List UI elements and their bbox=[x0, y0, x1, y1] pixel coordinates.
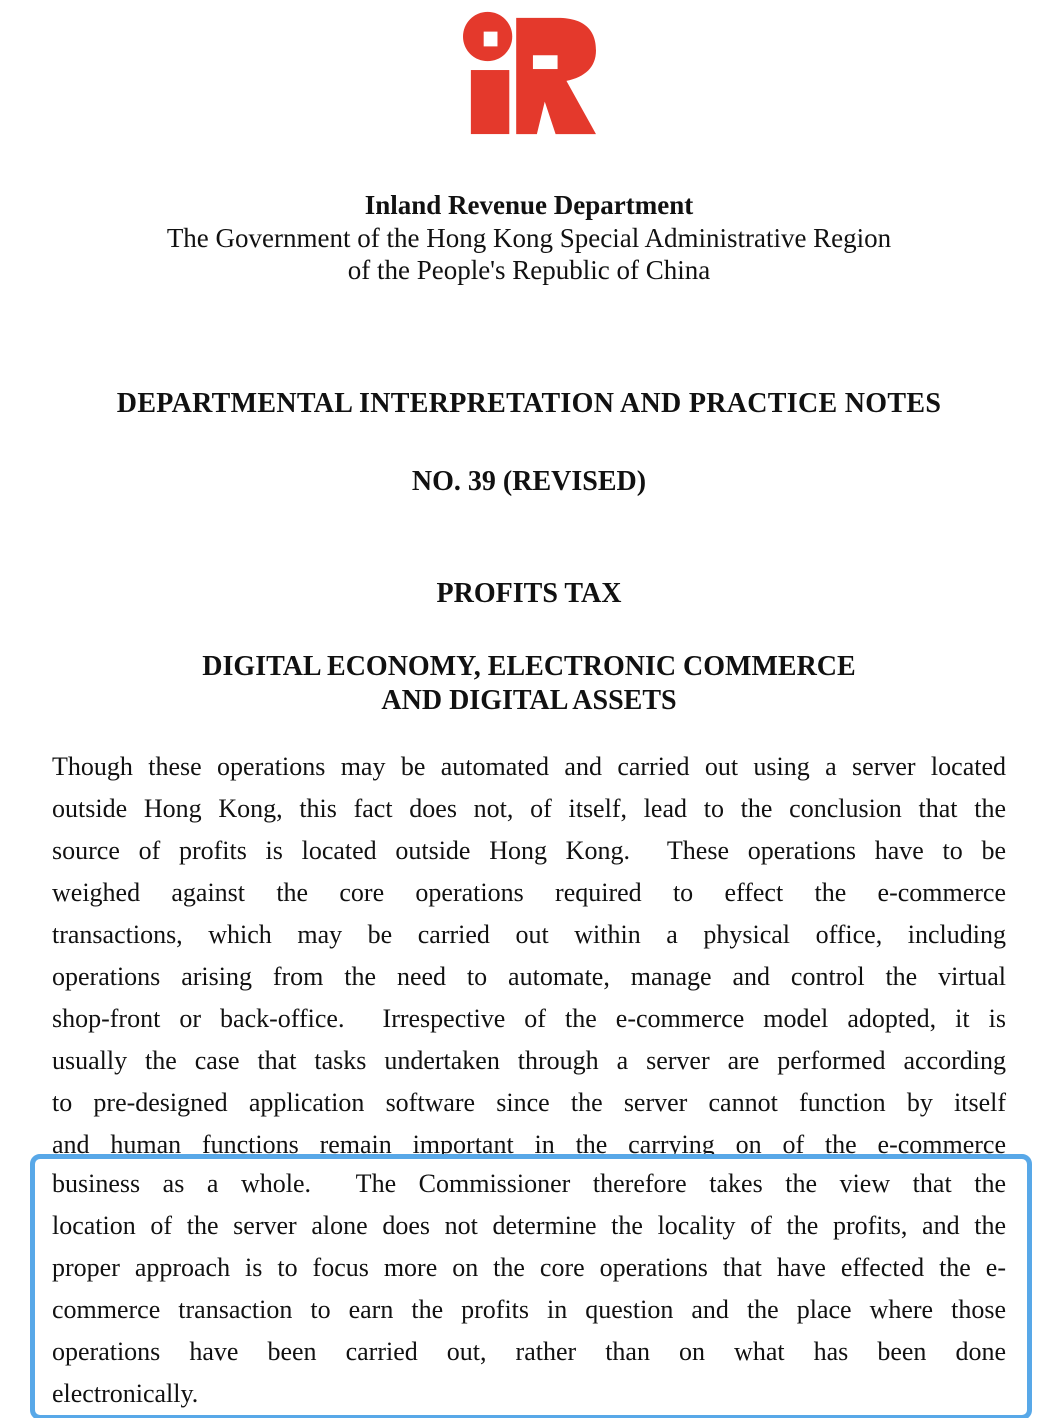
body-line: business as a whole. The Commissioner therefore takes the view that the bbox=[52, 1169, 1006, 1198]
logo-container bbox=[0, 0, 1058, 144]
body-line: transactions, which may be carried out within a physical office, including bbox=[52, 920, 1006, 949]
body-line: shop-front or back-office. Irrespective of the e-commerce model adopted, it is bbox=[52, 1004, 1006, 1033]
paragraph-boxed bbox=[52, 1163, 1006, 1415]
ird-coin-r-logo-icon bbox=[455, 6, 603, 139]
department-name: Inland Revenue Department bbox=[364, 190, 694, 220]
body-line: outside Hong Kong, this fact does not, of itself, lead to the conclusion that the bbox=[52, 794, 1006, 823]
tax-heading: PROFITS TAX bbox=[436, 578, 622, 609]
paragraph-unboxed bbox=[52, 746, 1006, 1166]
body-line: to pre-designed application software since the server cannot function by itself bbox=[52, 1088, 1006, 1117]
body-line: operations arising from the need to automate, manage and control the virtual bbox=[52, 962, 1006, 991]
body-line: electronically. bbox=[52, 1379, 199, 1408]
document-title: DEPARTMENTAL INTERPRETATION AND PRACTICE NOTES bbox=[116, 388, 942, 419]
body-line: Though these operations may be automated and carried out using a server located bbox=[52, 752, 1006, 781]
body-line: proper approach is to focus more on the core operations that have effected the e- bbox=[52, 1253, 1006, 1282]
body-line: and human functions remain important in the carrying on of the e-commerce bbox=[52, 1130, 1006, 1159]
body-line: weighed against the core operations required to effect the e-commerce bbox=[52, 878, 1006, 907]
highlight-box bbox=[30, 1154, 1032, 1418]
body-text bbox=[52, 746, 1006, 1418]
body-line: usually the case that tasks undertaken through a server are performed according bbox=[52, 1046, 1006, 1075]
subject-heading bbox=[0, 650, 1058, 718]
subject-heading-line-1: DIGITAL ECONOMY, ELECTRONIC COMMERCE bbox=[202, 651, 856, 682]
document-number: NO. 39 (REVISED) bbox=[411, 466, 647, 497]
body-line: location of the server alone does not determine the locality of the profits, and the bbox=[52, 1211, 1006, 1240]
subject-heading-line-2: AND DIGITAL ASSETS bbox=[381, 685, 677, 716]
government-line-2: of the People's Republic of China bbox=[347, 255, 711, 285]
body-line: operations have been carried out, rather than on what has been done bbox=[52, 1337, 1006, 1366]
body-line: commerce transaction to earn the profits in question and the place where those bbox=[52, 1295, 1006, 1324]
government-line-1: The Government of the Hong Kong Special Administrative Region bbox=[166, 223, 892, 253]
body-line: source of profits is located outside Hong Kong. These operations have to be bbox=[52, 836, 1006, 865]
